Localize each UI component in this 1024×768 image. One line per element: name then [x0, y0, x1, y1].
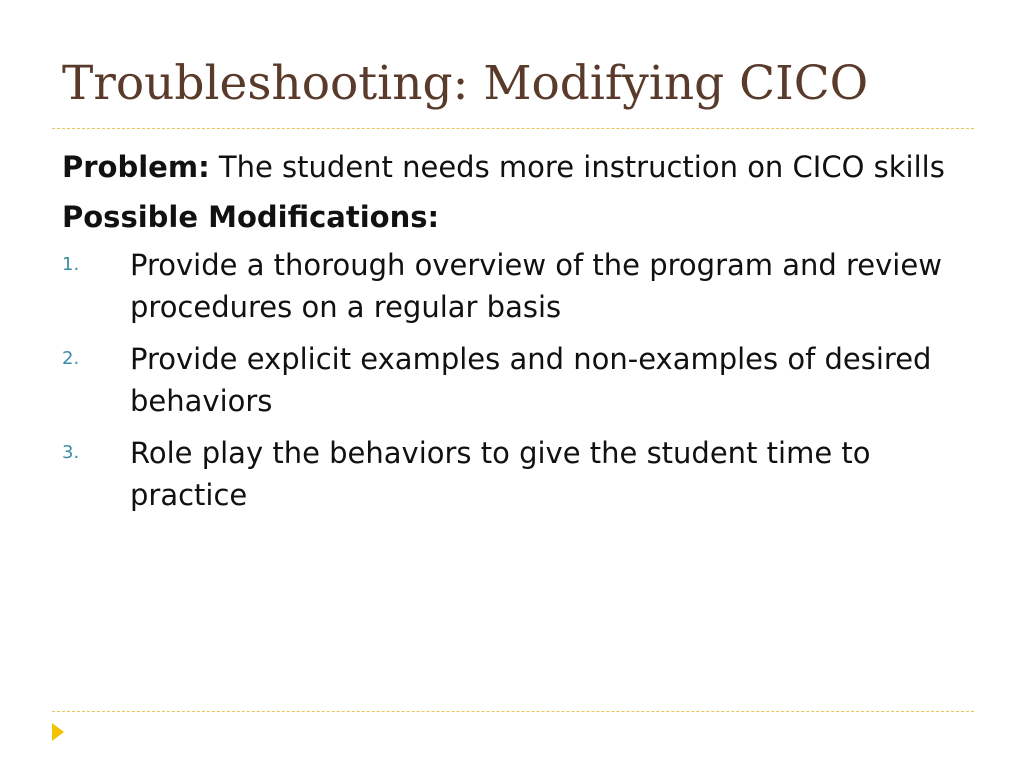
list-item-number: 2.: [62, 348, 80, 369]
slide-title: Troubleshooting: Modifying CICO: [62, 56, 869, 111]
list-item-number: 3.: [62, 442, 80, 463]
triangle-right-icon: [52, 723, 64, 741]
modifications-heading: Possible Modifications:: [62, 200, 440, 234]
problem-statement: [62, 146, 962, 188]
slide-body: [62, 146, 962, 526]
list-item: [62, 338, 962, 422]
list-item-number: 1.: [62, 254, 80, 275]
list-item-text: Provide a thorough overview of the program and review procedures on a regular basis: [130, 248, 942, 324]
list-item: [62, 432, 962, 516]
modifications-list: [62, 244, 962, 516]
title-divider: [52, 128, 974, 129]
list-item: [62, 244, 962, 328]
list-item-text: Role play the behaviors to give the student time to practice: [130, 436, 871, 512]
problem-label: Problem:: [62, 150, 210, 184]
problem-text: The student needs more instruction on CICO skills: [218, 150, 945, 184]
list-item-text: Provide explicit examples and non-examples of desired behaviors: [130, 342, 932, 418]
footer-divider: [52, 711, 974, 712]
